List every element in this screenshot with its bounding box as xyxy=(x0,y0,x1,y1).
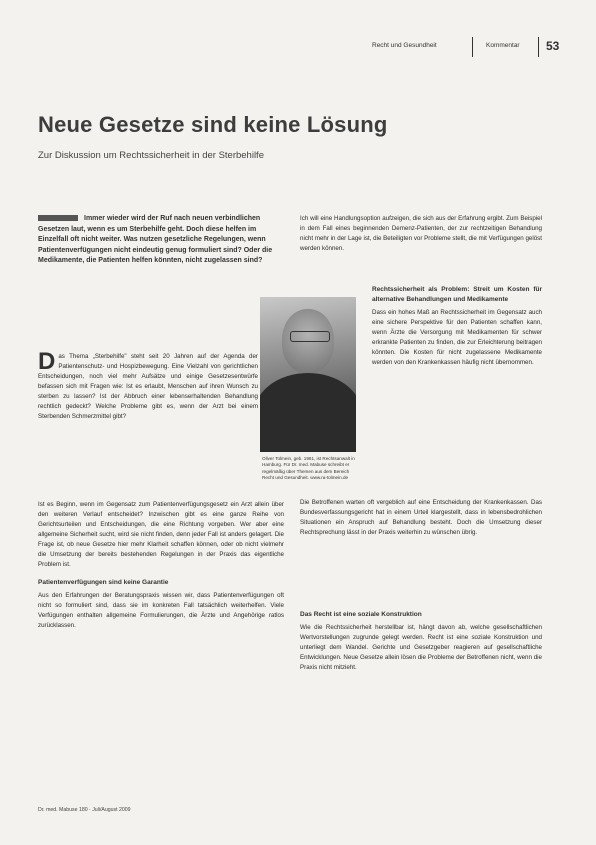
subheading-3-paragraph: Wie die Rechtssicherheit herstellbar ist, hängt davon ab, welche gesellschaftlichen Wertvorstellungen zugrunde gelegt werden. Recht ist eine soziale Konstruktion und unterliegt dem Wandel. Gerichte und Gesetzgeber reagieren auf gesellschaftliche Entwicklungen. Neue Gesetze allein lösen die Probleme der Betroffenen nicht, wenn die Praxis nicht mitzieht. xyxy=(300,624,542,671)
subheading-2: Rechtssicherheit als Problem: Streit um Kosten für alternative Behandlungen und Medikamente xyxy=(372,286,542,303)
intro-paragraph: as Thema „Sterbehilfe" steht seit 20 Jahren auf der Agenda der Patientenschutz- und Hospizbewegung. Eine Vielzahl von gerichtlichen Entscheidungen, noch viel mehr Aufsätze und einige Gesetzesentwürfe befassen sich mit Fragen wie: Ist es erlaubt, Menschen auf ihren Wunsch zu sterben zu lassen? Ist der Abbruch einer lebenserhaltenden Behandlung rechtlich gedeckt? Welche Probleme gibt es, wenn der Arzt bei einem Sterbenden Schmerzmittel gibt? xyxy=(38,353,258,420)
running-head-section: Recht und Gesundheit xyxy=(372,42,437,49)
author-photo xyxy=(260,297,356,452)
column-1-continued xyxy=(38,500,284,631)
photo-glasses xyxy=(290,331,330,342)
page-number: 53 xyxy=(546,39,560,53)
lead-text: Immer wieder wird der Ruf nach neuen verbindlichen Gesetzen laut, wenn es um Sterbehilfe geht. Doch diese helfen im Einzelfall oft nicht weiter. Was nutzen gesetzliche Regelungen, wenn Patientenverfügungen nicht eindeutig genug formuliert sind? Oder die Medikamente, die Patienten helfen könnten, nicht zugelassen sind? xyxy=(38,215,273,264)
article-title: Neue Gesetze sind keine Lösung xyxy=(38,112,388,137)
drop-cap: D xyxy=(38,348,56,375)
subheading-1: Patientenverfügungen sind keine Garantie xyxy=(38,579,169,586)
column-2-bottom xyxy=(300,602,542,673)
running-head-divider xyxy=(472,37,473,57)
column-2 xyxy=(372,285,542,368)
subheading-1-paragraph: Aus den Erfahrungen der Beratungspraxis wissen wir, dass Patientenverfügungen oft nicht so formuliert sind, dass sie im konkreten Fall tatsächlich weiterhelfen. Viele Verfügungen enthalten allgemeine Formulierungen, die Ärzte und Angehörige ratlos zurücklassen. xyxy=(38,592,284,629)
column-2-lower-paragraph: Die Betroffenen warten oft vergeblich auf eine Entscheidung der Krankenkassen. Das Bundesverfassungsgericht hat in einem Urteil klargestellt, dass in lebensbedrohlichen Situationen ein Anspruch auf Behandlung besteht. Doch die Umsetzung dieser Rechtsprechung lässt in der Praxis weiterhin zu wünschen übrig. xyxy=(300,499,542,536)
running-head-divider xyxy=(538,37,539,57)
column-2-top-paragraph: Ich will eine Handlungsoption aufzeigen, die sich aus der Erfahrung ergibt. Zum Beispiel in dem Fall eines beginnenden Demenz-Patienten, der zur rechtzeitigen Behandlung nicht mehr in der Lage ist, die Beteiligten vor Probleme stellt, die mit Verfügungen gelöst werden können. xyxy=(300,215,542,252)
column-1 xyxy=(38,348,284,629)
article-lead xyxy=(38,214,288,267)
photo-torso xyxy=(260,373,356,452)
lead-marker-bar xyxy=(38,215,78,221)
running-head-kind: Kommentar xyxy=(486,42,520,49)
subheading-2-paragraph: Dass ein hohes Maß an Rechtssicherheit im Gegensatz auch eine sichere Perspektive für den Patienten schaffen kann, wenn Ärzte die Versorgung mit Medikamenten für schwer erkrankte Patienten zu finden, die zur Erleichterung beitragen könnten. Die Kosten für nicht zugelassene Medikamente werden von den Krankenkassen häufig nicht übernommen. xyxy=(372,309,542,366)
page-footer: Dr. med. Mabuse 180 · Juli/August 2009 xyxy=(38,807,131,813)
photo-caption: Oliver Tolmein, geb. 1961, ist Rechtsanwalt in Hamburg. Für Dr. med. Mabuse schreibt er regelmäßig über Themen aus dem Bereich Recht und Gesundheit. www.ra-tolmein.de xyxy=(262,456,355,481)
article-subtitle: Zur Diskussion um Rechtssicherheit in der Sterbehilfe xyxy=(38,150,264,161)
intro-continued-paragraph: Ist es Beginn, wenn im Gegensatz zum Patientenverfügungsgesetz ein Arzt allein über den weiteren Verlauf entscheidet? Inzwischen gibt es eine ganze Reihe von Gerichtsurteilen und Entscheidungen, die eine Richtung vorgeben. Wer aber eine allgemeine Sicherheit sucht, wird sie nicht finden, denn jeder Fall ist anders gelagert. Die Frage ist, ob neue Gesetze hier mehr Klarheit schaffen können, oder ob nicht vielmehr die Umsetzung der bereits bestehenden Regelungen in der Praxis das eigentliche Problem ist. xyxy=(38,501,284,568)
subheading-3: Das Recht ist eine soziale Konstruktion xyxy=(300,611,422,618)
